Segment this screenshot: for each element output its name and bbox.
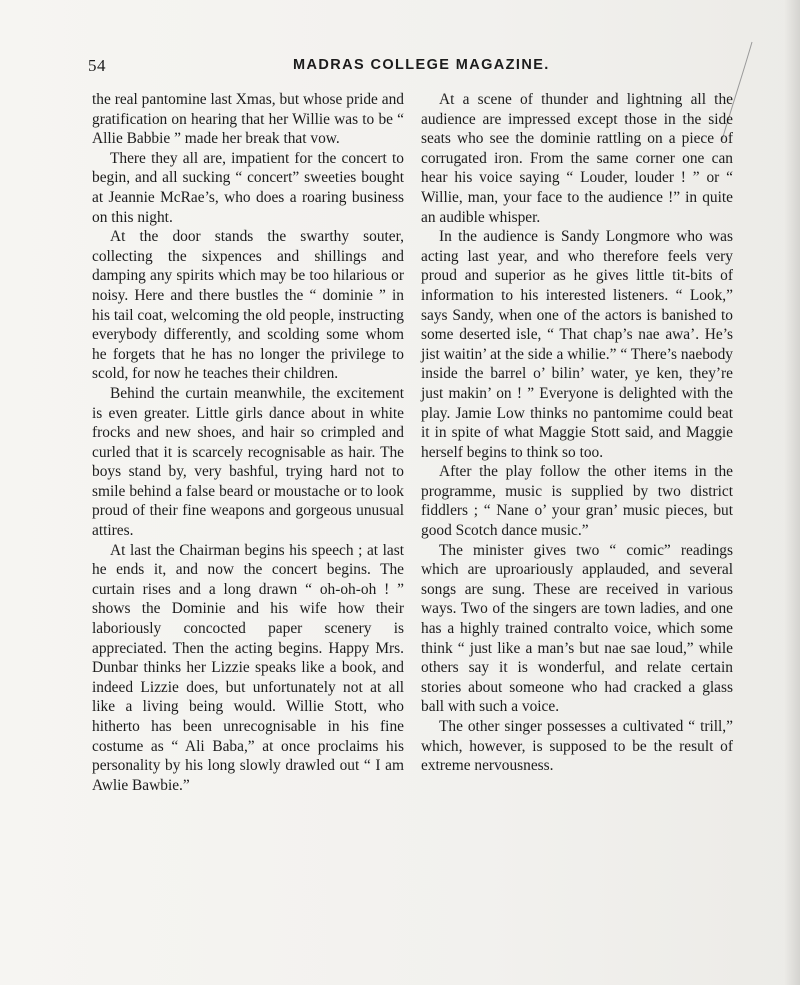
- page-number: 54: [88, 56, 106, 75]
- paragraph: the real pantomine last Xmas, but whose pride and gratification on hearing that her Willie was to be “ Allie Babbie ” made her break that vow.: [92, 91, 404, 148]
- paragraph: Behind the curtain meanwhile, the excitement is even greater. Little girls dance about in white frocks and new shoes, and hair so crimpled and curled that it is scarcely recognisable as hair. The boys stand by, very bashful, trying hard not to smile behind a false beard or moustache or to look proud of their fine weapons and gorgeous unusual attires.: [92, 384, 404, 540]
- paragraph: In the audience is Sandy Longmore who was acting last year, and who therefore feels very proud and superior as he gives little tit-bits of information to his interested listeners. “ Look,” says Sandy, when one of the actors is banished to some deserted isle, “ That chap’s nae awa’. He’s jist waitin’ at the side a whilie.” “ There’s naebody inside the barrel o’ bilin’ water, ye ken, they’re just makin’ on ! ” Everyone is delighted with the play. Jamie Low thinks no pantomime could beat it in spite of what Maggie Stott said, and Maggie herself begins to think so too.: [421, 228, 733, 461]
- page-edge-shadow: [784, 0, 800, 985]
- paragraph: At last the Chairman begins his speech ; at last he ends it, and now the concert begins. The curtain rises and a long drawn “ oh-oh-oh ! ” shows the Dominie and his wife how their laboriously concocted paper scenery is appreciated. Then the acting begins. Happy Mrs. Dunbar thinks her Lizzie speaks like a book, and indeed Lizzie does, but unfortunately not at all like a living being would. Willie Stott, who hitherto has been unrecognisable in his fine costume as “ Ali Baba,” at once proclaims his personality by his long slowly drawled out “ I am Awlie Bawbie.”: [92, 541, 404, 794]
- running-title: MADRAS COLLEGE MAGAZINE.: [293, 57, 550, 73]
- paragraph: At a scene of thunder and lightning all the audience are impressed except those in the side seats who see the dominie rattling on a piece of corrugated iron. From the same corner one can hear his voice saying “ Louder, louder ! ” or “ Willie, man, your face to the audience !” in quite an audible whisper.: [421, 91, 733, 226]
- paragraph: There they all are, impatient for the concert to begin, and all sucking “ concert” sweeties bought at Jeannie McRae’s, who does a roaring business on this night.: [92, 149, 404, 226]
- paragraph: The minister gives two “ comic” readings which are uproariously applauded, and several songs are sung. These are received in various ways. Two of the singers are town ladies, and one has a highly trained contralto voice, which some think “ just like a man’s but nae sae loud,” while others say it is wonderful, and relate certain stories about someone who had cracked a glass ball with such a voice.: [421, 541, 733, 716]
- paragraph: After the play follow the other items in the programme, music is supplied by two district fiddlers ; “ Nane o’ your gran’ music pieces, but good Scotch dance music.”: [421, 463, 733, 540]
- paragraph: At the door stands the swarthy souter, collecting the sixpences and shillings and damping any spirits which may be too hilarious or noisy. Here and there bustles the “ dominie ” in his tail coat, welcoming the old people, instructing everybody differently, and scolding some whom he forgets that he has no longer the privilege to scold, for now he teaches their children.: [92, 228, 404, 383]
- paragraph: The other singer possesses a cultivated “ trill,” which, however, is supposed to be the result of extreme nervousness.: [421, 718, 733, 775]
- right-column: [421, 90, 733, 776]
- page-header: [88, 56, 728, 80]
- left-column: [92, 90, 404, 795]
